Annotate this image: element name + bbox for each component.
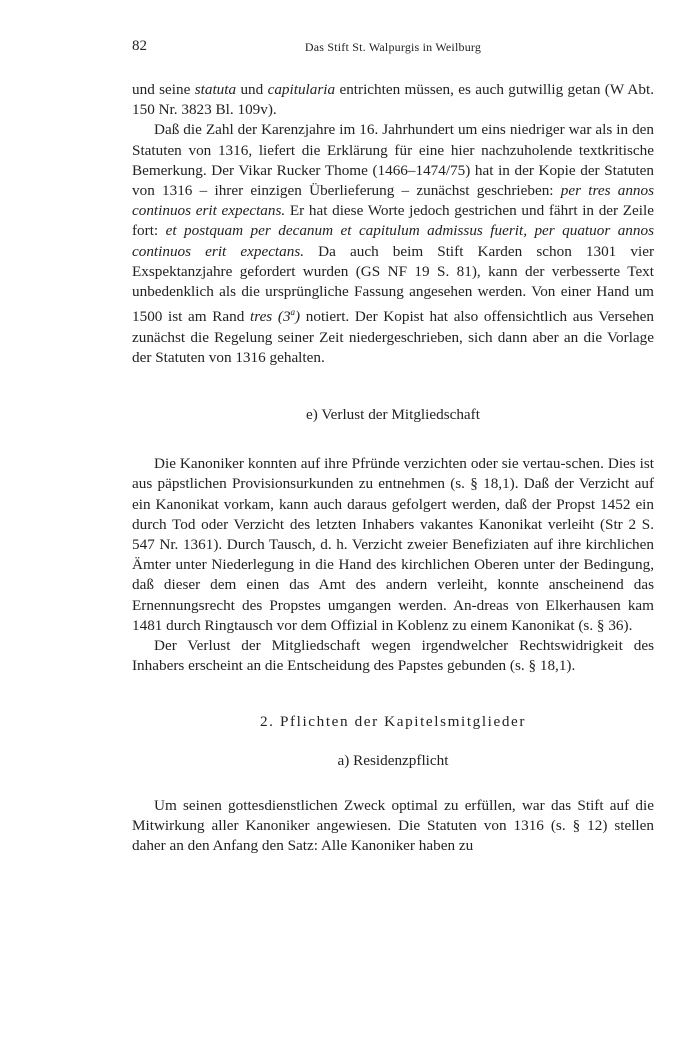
page-header bbox=[132, 38, 654, 66]
section-heading-e: e) Verlust der Mitgliedschaft bbox=[306, 405, 480, 423]
paragraph-continuation: und seine statuta und capitularia entrichten müssen, es auch gutwillig getan (W Abt. 150 Nr. 3823 Bl. 109v). bbox=[132, 81, 654, 119]
running-title: Das Stift St. Walpurgis in Weilburg bbox=[304, 40, 482, 54]
paragraph-textkritik: Daß die Zahl der Karenzjahre im 16. Jahrhundert um eins niedriger war als in den Statuten von 1316, liefert die Erklärung für eine hier nachzuholende textkritische Bemerkung. Der Vikar Rucker Thome (1466–1474/75) hat in der Kopie der Statuten von 1316 – ihrer einzigen Überlieferung – zunächst geschrieben: per tres annos continuos erit expectans. Er hat diese Worte jedoch gestrichen und fährt in der Zeile fort: et postquam per decanum et capitulum admissus fuerit, per quatuor annos continuos erit expectans. Da auch beim Stift Karden schon 1301 vier Exspektanzjahre gefordert wurden (GS NF 19 S. 81), kann der verbesserte Text unbedenklich als die ursprüngliche Fassung angesehen werden. Von einer Hand um 1500 ist am Rand tres (3$^a$) notiert. Der Kopist hat also offensichtlich aus Versehen zunächst die Regelung seiner Zeit niedergeschrieben, sich dann aber an die Vorlage der Statuten von 1316 gehalten. bbox=[132, 121, 655, 366]
paragraph-residenzpflicht: Um seinen gottesdienstlichen Zweck optimal zu erfüllen, war das Stift auf die Mitwirkung aller Kanoniker angewiesen. Die Statuten von 1316 (s. § 12) stellen daher an den Anfang den Satz: Alle Kanoniker haben zu bbox=[132, 796, 654, 855]
page-body bbox=[132, 80, 654, 856]
subsection-heading-a: a) Residenzpflicht bbox=[337, 751, 449, 769]
section-heading-2: 2. Pflichten der Kapitelsmitglieder bbox=[259, 713, 527, 731]
page-number: 82 bbox=[132, 38, 147, 54]
paragraph-verlust: Der Verlust der Mitgliedschaft wegen irgendwelcher Rechtswidrigkeit des Inhabers erscheint an die Entscheidung des Papstes gebunden (s. § 18,1). bbox=[132, 636, 654, 675]
paragraph-verzicht: Die Kanoniker konnten auf ihre Pfründe verzichten oder sie vertau-schen. Dies ist aus päpstlichen Provisionsurkunden zu entnehmen (s. § 18,1). Daß der Verzicht auf ein Kanonikat vorkam, kann auch daraus gefolgert werden, daß der Propst 1452 ein durch Tod oder Verzicht des letzten Inhabers vakantes Kanonikat verleiht (Str 2 S. 547 Nr. 1361). Durch Tausch, d. h. Verzicht zweier Benefiziaten auf ihre kirchlichen Ämter unter Niederlegung in die Hand des kirchlichen Oberen unter der Bedingung, daß dieser dem einen das Amt des andern verleiht, konnte anscheinend das Ernennungsrecht des Propstes umgangen werden. An-dreas von Elkerhausen kam 1481 durch Ringtausch vor dem Offizial in Koblenz zu einem Kanonikat (s. § 36). bbox=[132, 455, 654, 634]
